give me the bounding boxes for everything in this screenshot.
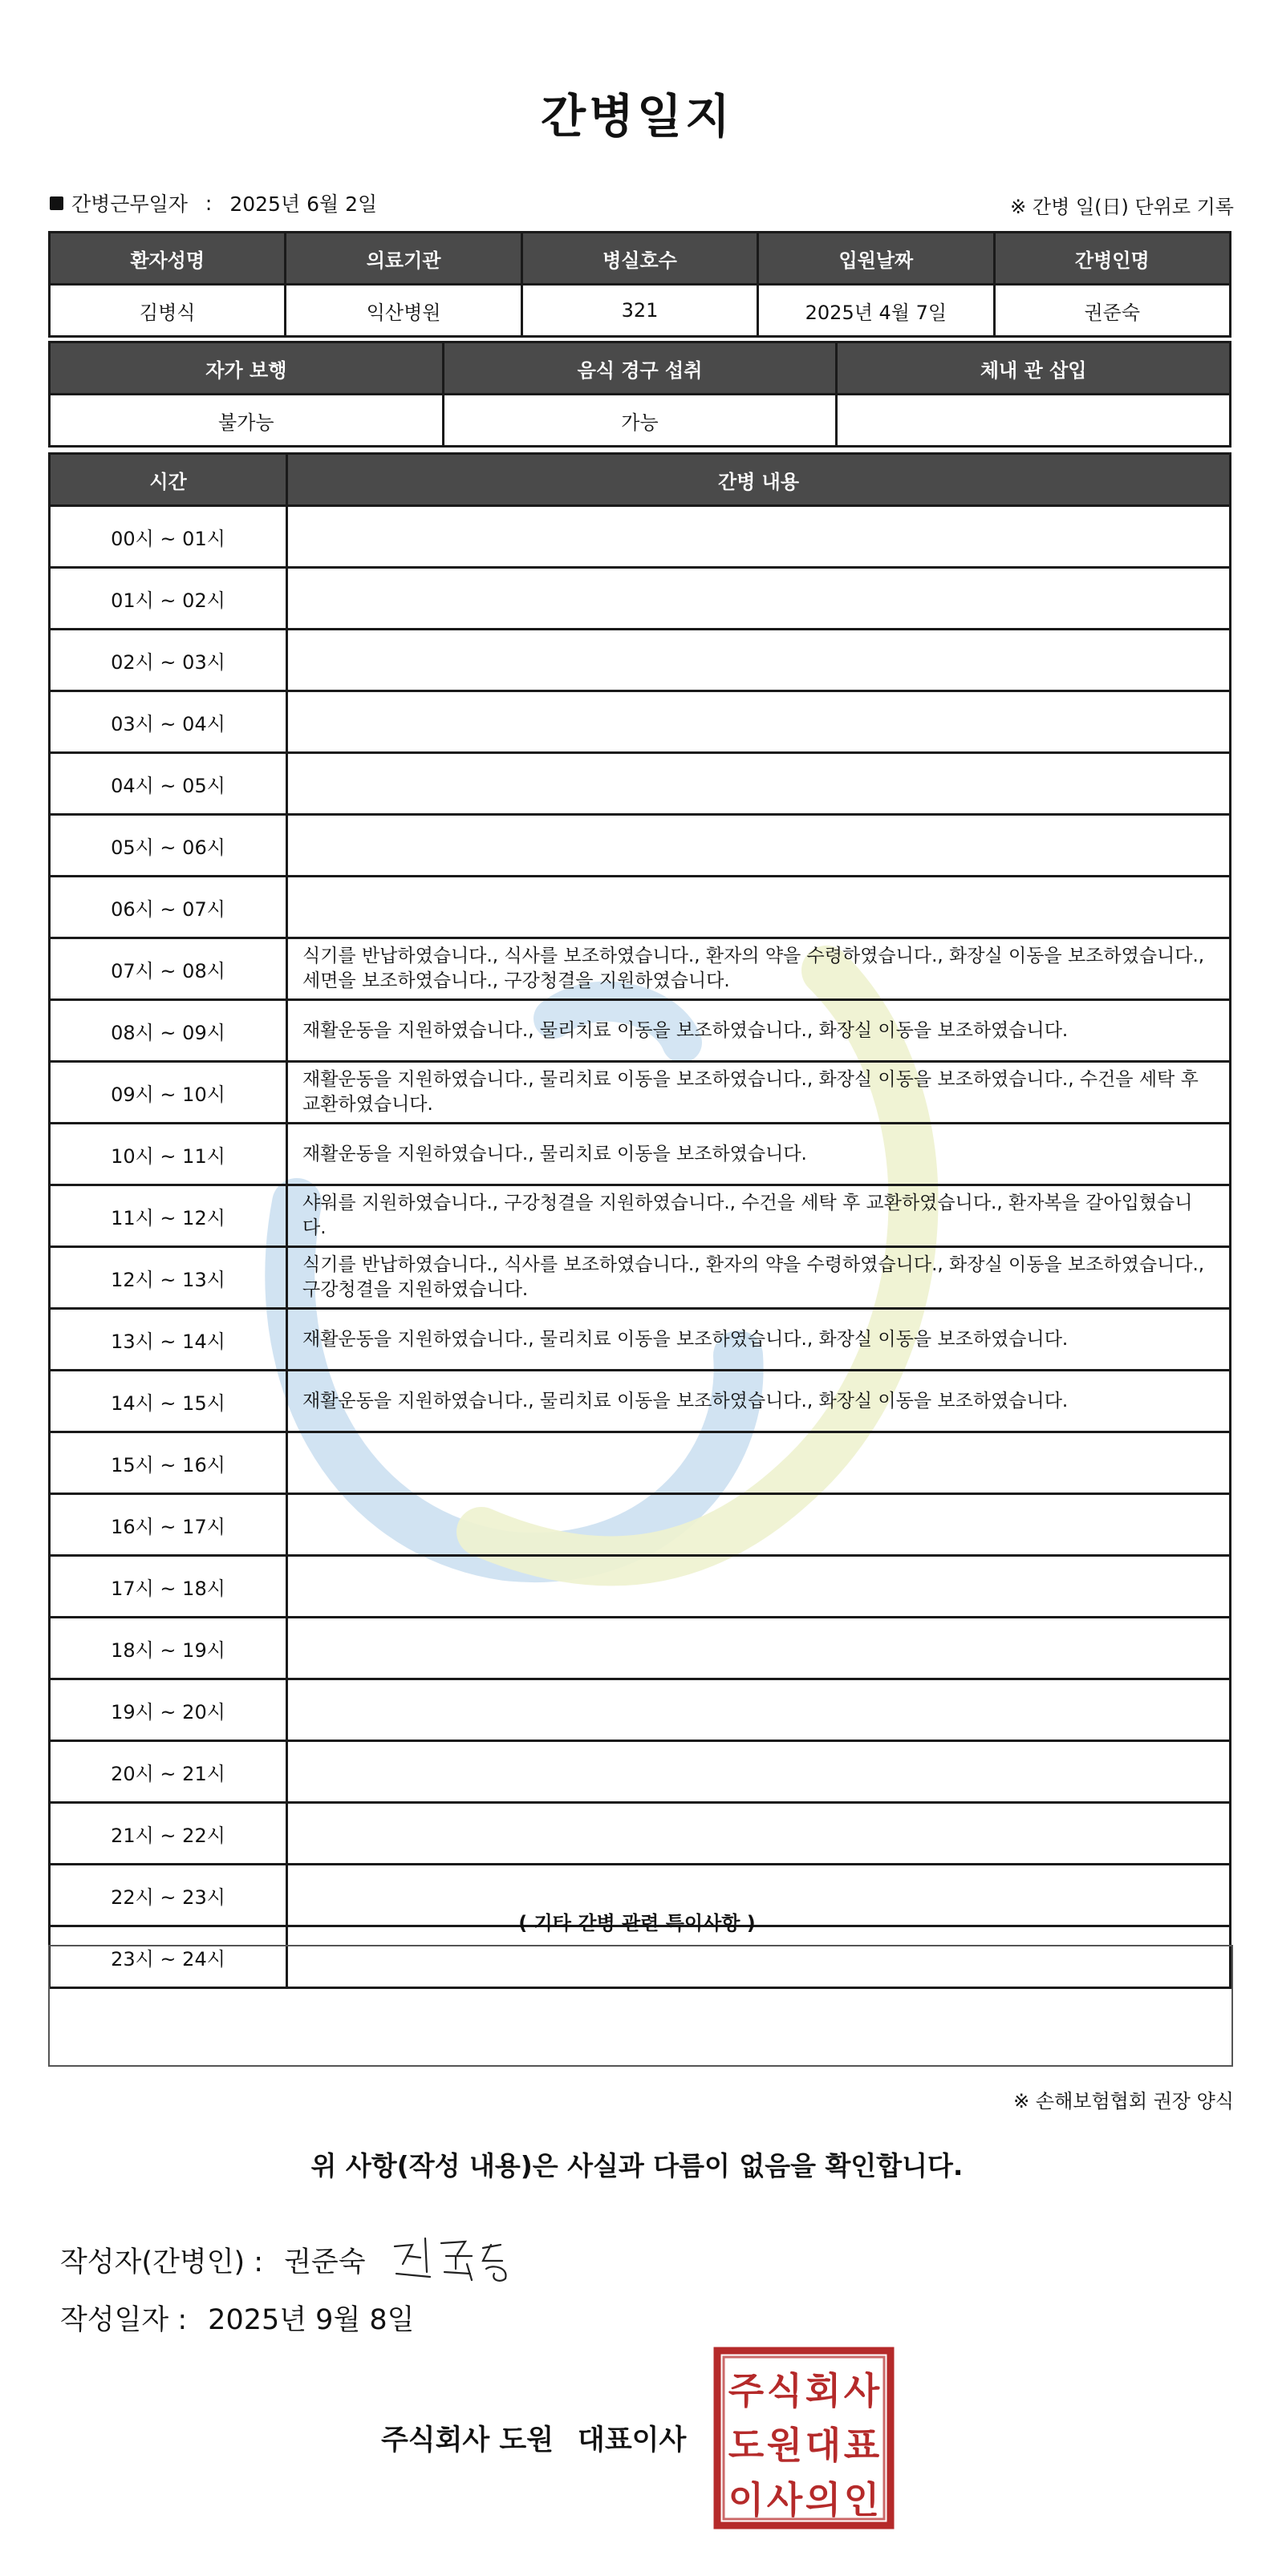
time-cell: 04시 ~ 05시 — [50, 753, 287, 815]
time-cell: 23시 ~ 24시 — [50, 1926, 287, 1988]
header-cell-admission-date: 입원날짜 — [758, 233, 994, 285]
time-cell: 11시 ~ 12시 — [50, 1185, 287, 1247]
time-cell: 14시 ~ 15시 — [50, 1371, 287, 1432]
table-row — [50, 938, 1231, 1000]
care-content-cell — [287, 1679, 1231, 1741]
caregiver-value: 권준숙 — [994, 285, 1230, 337]
table-row — [50, 1741, 1231, 1803]
seal-character: 사 — [766, 2478, 803, 2521]
header-cell-hospital: 의료기관 — [286, 233, 521, 285]
care-content-cell — [287, 630, 1231, 691]
seal-character: 도 — [728, 2424, 765, 2467]
separator: : — [205, 191, 213, 215]
table-row — [50, 1247, 1231, 1309]
written-date-label: 작성일자 : — [60, 2304, 188, 2336]
written-date-line — [60, 2298, 414, 2338]
table-row — [50, 1124, 1231, 1185]
time-cell: 02시 ~ 03시 — [50, 630, 287, 691]
bullet-square-icon — [50, 196, 63, 210]
writer-label: 작성자(간병인) : — [60, 2246, 264, 2278]
table-row — [50, 1679, 1231, 1741]
time-cell: 18시 ~ 19시 — [50, 1618, 287, 1679]
header-row — [50, 454, 1231, 506]
seal-character: 회 — [805, 2369, 842, 2412]
time-cell: 01시 ~ 02시 — [50, 568, 287, 630]
table-row — [50, 1371, 1231, 1432]
oral-intake-value: 가능 — [443, 395, 837, 447]
work-date-line — [50, 188, 377, 217]
time-cell: 12시 ~ 13시 — [50, 1247, 287, 1309]
seal-character: 주 — [728, 2369, 765, 2412]
table-row — [50, 1309, 1231, 1371]
time-cell: 03시 ~ 04시 — [50, 691, 287, 753]
patient-name-value: 김병식 — [50, 285, 286, 337]
special-notes-title: ( 기타 간병 관련 특이사항 ) — [518, 1912, 756, 1934]
work-date-label: 간병근무일자 — [71, 192, 188, 216]
care-content-cell — [287, 691, 1231, 753]
time-cell: 09시 ~ 10시 — [50, 1062, 287, 1124]
written-date-value: 2025년 9월 8일 — [208, 2304, 415, 2336]
table-row — [50, 506, 1231, 568]
company-title: 대표이사 — [578, 2424, 687, 2457]
time-cell: 16시 ~ 17시 — [50, 1494, 287, 1556]
patient-condition-table — [48, 341, 1231, 448]
seal-character: 의 — [805, 2478, 842, 2521]
table-row — [50, 1062, 1231, 1124]
care-content-cell — [287, 1494, 1231, 1556]
value-row — [50, 285, 1231, 337]
header-cell-caregiver: 간병인명 — [994, 233, 1230, 285]
room-value: 321 — [521, 285, 757, 337]
time-cell: 17시 ~ 18시 — [50, 1556, 287, 1618]
seal-character: 원 — [766, 2424, 803, 2467]
admission-date-value: 2025년 4월 7일 — [758, 285, 994, 337]
header-row — [50, 342, 1231, 395]
header-cell-tube-insertion: 체내 관 삽입 — [837, 342, 1231, 395]
care-content-cell — [287, 1556, 1231, 1618]
time-cell: 08시 ~ 09시 — [50, 1000, 287, 1062]
hospital-value: 익산병원 — [286, 285, 521, 337]
table-row — [50, 1000, 1231, 1062]
header-cell-time: 시간 — [50, 454, 287, 506]
care-content-cell: 샤워를 지원하였습니다., 구강청결을 지원하였습니다., 수건을 세탁 후 교환하였습니다., 환자복을 갈아입혔습니다. — [287, 1185, 1231, 1247]
writer-line — [60, 2232, 525, 2288]
company-seal-stamp — [712, 2346, 895, 2530]
time-cell: 20시 ~ 21시 — [50, 1741, 287, 1803]
table-row — [50, 1432, 1231, 1494]
time-cell: 05시 ~ 06시 — [50, 815, 287, 877]
value-row — [50, 395, 1231, 447]
company-line — [381, 2418, 686, 2458]
care-content-cell — [287, 1803, 1231, 1865]
company-name: 주식회사 도원 — [381, 2424, 554, 2457]
care-content-cell — [287, 1432, 1231, 1494]
patient-info-table — [48, 231, 1231, 338]
header-cell-patient-name: 환자성명 — [50, 233, 286, 285]
header-cell-walking: 자가 보행 — [50, 342, 444, 395]
time-cell: 22시 ~ 23시 — [50, 1865, 287, 1926]
time-cell: 19시 ~ 20시 — [50, 1679, 287, 1741]
table-row — [50, 1556, 1231, 1618]
header-cell-oral-intake: 음식 경구 섭취 — [443, 342, 837, 395]
confirmation-statement: 위 사항(작성 내용)은 사실과 다름이 없음을 확인합니다. — [310, 2150, 964, 2181]
care-content-cell: 식기를 반납하였습니다., 식사를 보조하였습니다., 환자의 약을 수령하였습니다., 화장실 이동을 보조하였습니다., 세면을 보조하였습니다., 구강청결을 지원하였습니다. — [287, 938, 1231, 1000]
header-cell-room: 병실호수 — [521, 233, 757, 285]
care-content-cell: 재활운동을 지원하였습니다., 물리치료 이동을 보조하였습니다., 화장실 이동을 보조하였습니다. — [287, 1000, 1231, 1062]
table-row — [50, 1494, 1231, 1556]
page-title: 간병일지 — [540, 89, 734, 144]
seal-character: 이 — [728, 2478, 765, 2521]
care-content-cell — [287, 1741, 1231, 1803]
table-row — [50, 815, 1231, 877]
signature-image — [388, 2232, 525, 2288]
time-cell: 10시 ~ 11시 — [50, 1124, 287, 1185]
care-content-cell — [287, 815, 1231, 877]
table-row — [50, 1618, 1231, 1679]
care-content-cell — [287, 506, 1231, 568]
work-date-value: 2025년 6월 2일 — [229, 192, 378, 216]
daily-record-note: ※ 간병 일(日) 단위로 기록 — [1010, 196, 1234, 218]
table-row — [50, 630, 1231, 691]
writer-name: 권준숙 — [284, 2246, 366, 2278]
seal-character: 식 — [766, 2369, 803, 2412]
seal-character: 사 — [843, 2369, 880, 2412]
table-row — [50, 1803, 1231, 1865]
time-cell: 06시 ~ 07시 — [50, 877, 287, 938]
care-content-cell: 재활운동을 지원하였습니다., 물리치료 이동을 보조하였습니다., 화장실 이동을 보조하였습니다., 수건을 세탁 후 교환하였습니다. — [287, 1062, 1231, 1124]
care-content-cell — [287, 568, 1231, 630]
care-content-cell: 재활운동을 지원하였습니다., 물리치료 이동을 보조하였습니다., 화장실 이동을 보조하였습니다. — [287, 1371, 1231, 1432]
time-cell: 00시 ~ 01시 — [50, 506, 287, 568]
seal-character: 인 — [843, 2478, 880, 2521]
header-cell-care-content: 간병 내용 — [287, 454, 1231, 506]
table-row — [50, 1185, 1231, 1247]
care-content-cell — [287, 877, 1231, 938]
special-notes-box — [48, 1945, 1233, 2067]
table-row — [50, 691, 1231, 753]
time-cell: 07시 ~ 08시 — [50, 938, 287, 1000]
table-row — [50, 877, 1231, 938]
care-content-cell — [287, 1618, 1231, 1679]
care-content-cell: 재활운동을 지원하였습니다., 물리치료 이동을 보조하였습니다., 화장실 이동을 보조하였습니다. — [287, 1309, 1231, 1371]
table-row — [50, 753, 1231, 815]
seal-character: 대 — [805, 2424, 842, 2467]
tube-insertion-value — [837, 395, 1231, 447]
table-row — [50, 568, 1231, 630]
hourly-care-log-table — [48, 452, 1231, 1989]
walking-value: 불가능 — [50, 395, 444, 447]
care-content-cell: 식기를 반납하였습니다., 식사를 보조하였습니다., 환자의 약을 수령하였습니다., 화장실 이동을 보조하였습니다., 구강청결을 지원하였습니다. — [287, 1247, 1231, 1309]
form-source-note: ※ 손해보험협회 권장 양식 — [1013, 2090, 1234, 2112]
seal-character: 표 — [843, 2424, 880, 2467]
care-content-cell: 재활운동을 지원하였습니다., 물리치료 이동을 보조하였습니다. — [287, 1124, 1231, 1185]
time-cell: 13시 ~ 14시 — [50, 1309, 287, 1371]
time-cell: 15시 ~ 16시 — [50, 1432, 287, 1494]
care-content-cell — [287, 753, 1231, 815]
time-cell: 21시 ~ 22시 — [50, 1803, 287, 1865]
header-row — [50, 233, 1231, 285]
